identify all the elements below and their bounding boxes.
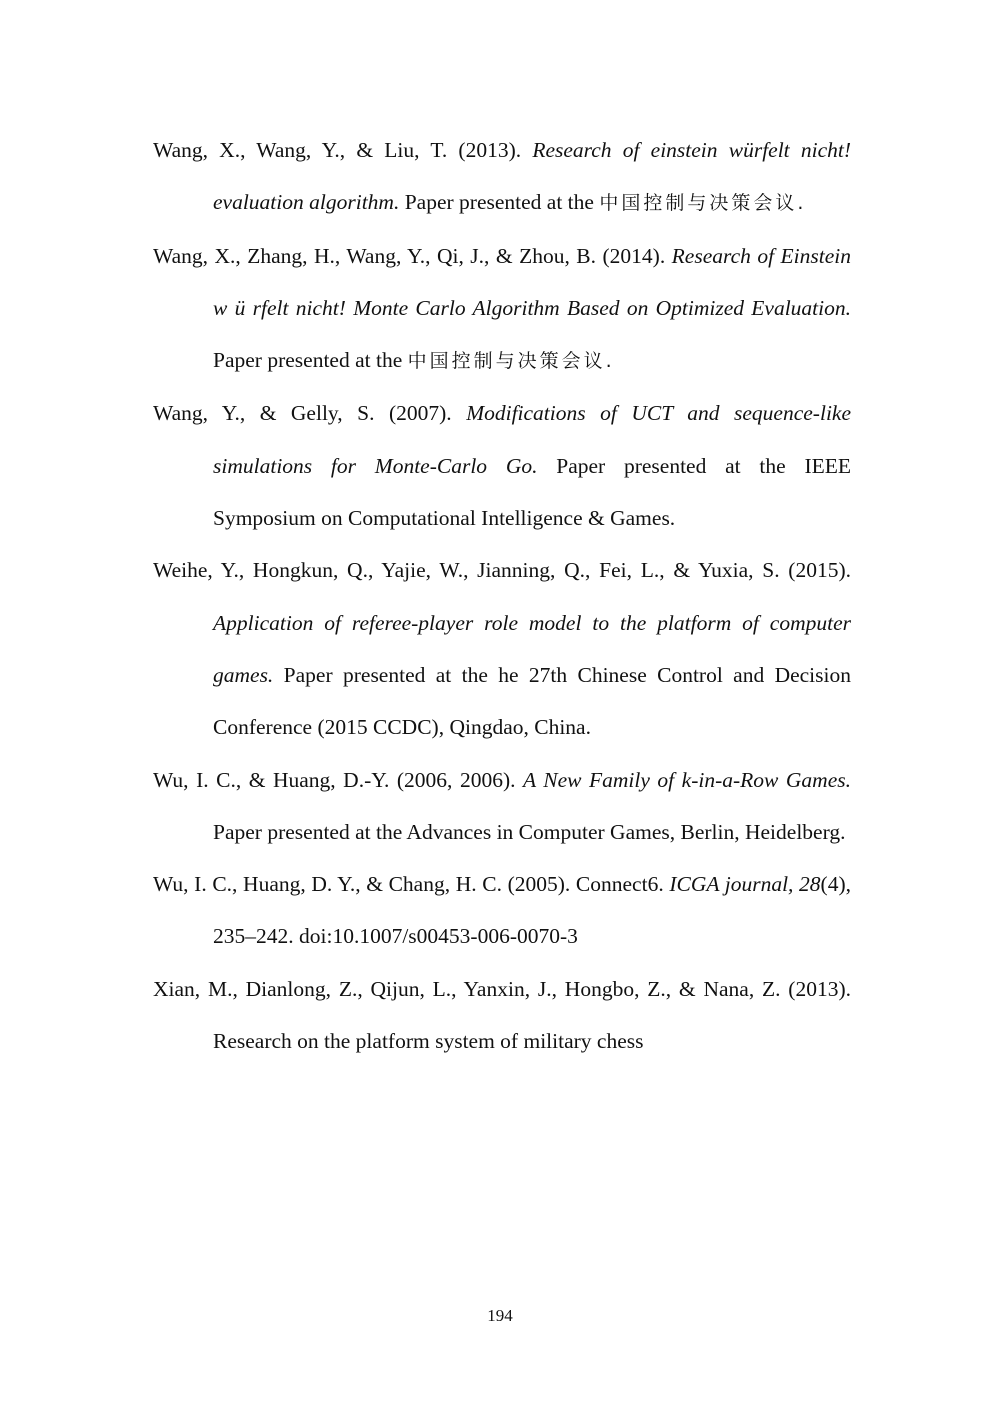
reference-list: [153, 124, 851, 1067]
reference-entry: [153, 963, 851, 1068]
reference-publication-info: Paper presented at the IEEE Symposium on Computational Intelligence & Games.: [213, 453, 852, 531]
reference-title: Application of referee-player role model to the platform of computer games.: [213, 610, 851, 687]
reference-entry: [153, 124, 851, 230]
reference-title: Research of Einstein w ü rfelt nicht! Monte Carlo Algorithm Based on Optimized Evaluation.: [213, 243, 851, 320]
reference-title: A New Family of k-in-a-Row Games.: [523, 767, 851, 792]
reference-authors: Wu, I. C., Huang, D. Y., & Chang, H. C. (2005). Connect6.: [153, 872, 670, 897]
reference-authors: Wang, Y., & Gelly, S. (2007).: [153, 401, 467, 426]
reference-publication-info: Paper presented at the Advances in Computer Games, Berlin, Heidelberg.: [213, 819, 846, 844]
reference-authors: Weihe, Y., Hongkun, Q., Yajie, W., Jianning, Q., Fei, L., & Yuxia, S. (2015).: [153, 558, 851, 583]
reference-title: Modifications of UCT and sequence-like simulations for Monte-Carlo Go.: [213, 401, 852, 478]
reference-entry: [153, 544, 851, 753]
reference-venue: 中国控制与决策会议.: [407, 350, 615, 373]
page-number: 194: [487, 1306, 513, 1325]
reference-publication-info: Paper presented at the he 27th Chinese Control and Decision Conference (2015 CCDC), Qingdao, China.: [213, 662, 851, 740]
reference-publication-info: Paper presented at the: [213, 348, 408, 373]
reference-entry: [153, 754, 851, 859]
reference-authors: Wang, X., Zhang, H., Wang, Y., Qi, J., & Zhou, B. (2014).: [153, 243, 672, 268]
reference-entry: [153, 387, 851, 544]
reference-entry: [153, 858, 851, 963]
reference-title: Research on the platform system of military chess: [213, 1029, 644, 1054]
reference-authors: Xian, M., Dianlong, Z., Qijun, L., Yanxin, J., Hongbo, Z., & Nana, Z. (2013).: [153, 976, 851, 1001]
reference-publication-info: Paper presented at the: [399, 190, 600, 215]
reference-entry: [153, 230, 851, 388]
reference-title: Research of einstein würfelt nicht! evaluation algorithm.: [213, 138, 851, 215]
reference-publication-info: (4), 235–242. doi:10.1007/s00453-006-0070-3: [213, 872, 851, 949]
reference-venue: 中国控制与决策会议.: [599, 192, 807, 215]
reference-journal: ICGA journal, 28: [669, 872, 821, 897]
reference-authors: Wu, I. C., & Huang, D.-Y. (2006, 2006).: [153, 767, 523, 792]
reference-authors: Wang, X., Wang, Y., & Liu, T. (2013).: [153, 138, 533, 162]
